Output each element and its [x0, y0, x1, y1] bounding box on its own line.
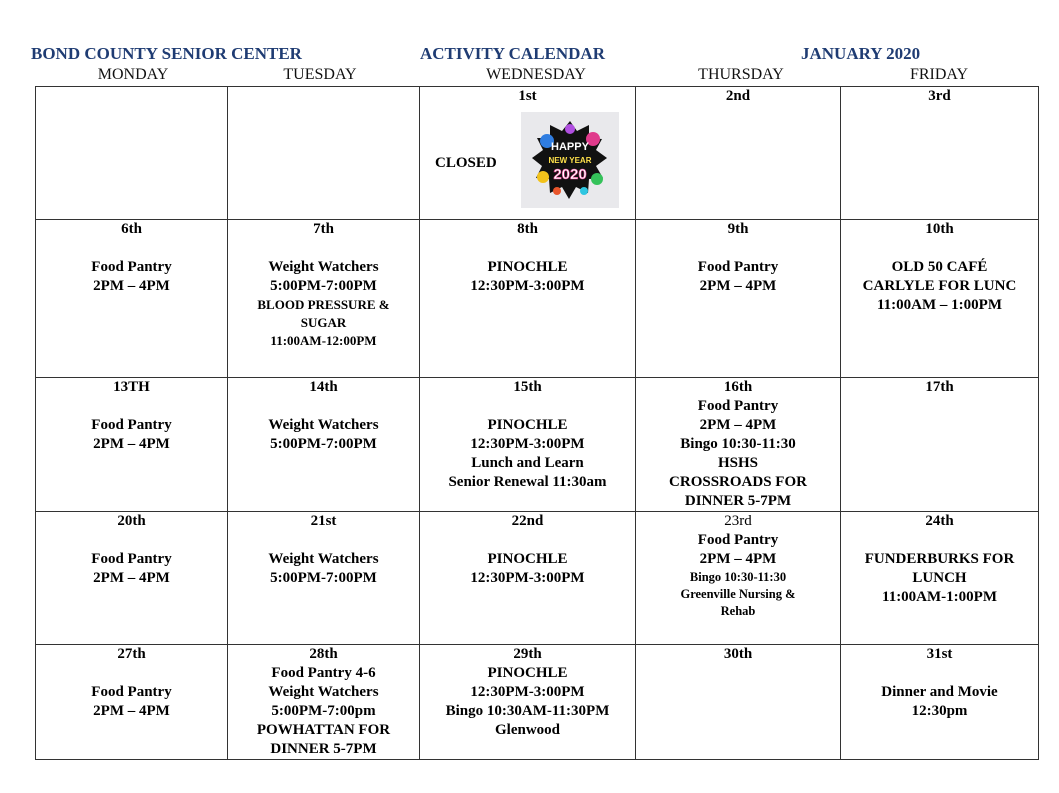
event-line: PINOCHLE [487, 259, 568, 275]
event-line: Greenville Nursing & [680, 587, 796, 601]
day-number: 2nd [725, 88, 751, 104]
day-number: 9th [727, 221, 749, 237]
event-line: POWHATTAN FOR [256, 722, 391, 738]
day-cell-jan-10 [841, 220, 1039, 378]
event-line: 5:00PM-7:00PM [270, 278, 377, 294]
event-line: CARLYLE FOR LUNC [862, 278, 1017, 294]
day-cell-jan-3 [841, 87, 1039, 220]
event-line: 12:30PM-3:00PM [470, 278, 585, 294]
day-cell-jan-1 [420, 87, 636, 220]
event-line: 2PM – 4PM [699, 551, 777, 567]
event-line: Food Pantry [697, 398, 779, 414]
closed-label: CLOSED [435, 155, 497, 171]
day-cell-jan-24 [841, 512, 1039, 645]
event-line: FUNDERBURKS FOR [864, 551, 1015, 567]
day-number: 15th [513, 379, 542, 395]
day-cell-jan-30 [636, 645, 841, 760]
week-row-5 [36, 645, 1039, 760]
event-line: DINNER 5-7PM [684, 493, 792, 509]
event-line: 2PM – 4PM [93, 570, 170, 586]
event-line: 12:30PM-3:00PM [470, 684, 585, 700]
event-line: Food Pantry [91, 551, 172, 567]
event-line: Dinner and Movie [881, 684, 998, 700]
sticker-text-year: 2020 [553, 166, 587, 183]
day-number: 31st [926, 646, 953, 662]
day-cell-jan-29 [420, 645, 636, 760]
weekday-tuesday: TUESDAY [283, 66, 357, 83]
day-cell-jan-21 [228, 512, 420, 645]
event-line: Food Pantry [697, 532, 779, 548]
day-number: 13TH [113, 379, 150, 395]
day-cell-jan-14 [228, 378, 420, 512]
week-row-1 [36, 87, 1039, 220]
event-line: Food Pantry [91, 417, 172, 433]
event-line: Bingo 10:30-11:30 [680, 436, 796, 452]
day-number: 20th [117, 513, 146, 529]
event-line: 5:00PM-7:00pm [271, 703, 376, 719]
day-cell-jan-31 [841, 645, 1039, 760]
event-line: 5:00PM-7:00PM [270, 436, 377, 452]
event-line: PINOCHLE [487, 665, 568, 681]
weekday-monday: MONDAY [97, 66, 169, 83]
day-number: 6th [121, 221, 142, 237]
event-line: LUNCH [912, 570, 967, 586]
day-number: 27th [117, 646, 146, 662]
calendar-title: ACTIVITY CALENDAR [420, 44, 605, 63]
day-number: 10th [925, 221, 954, 237]
day-cell-jan-17 [841, 378, 1039, 512]
event-line: 2PM – 4PM [93, 436, 170, 452]
day-number: 29th [513, 646, 542, 662]
event-line: 11:00AM-12:00PM [270, 333, 377, 348]
event-line: 12:30PM-3:00PM [470, 436, 585, 452]
day-cell-jan-22 [420, 512, 636, 645]
event-line: Weight Watchers [268, 684, 379, 700]
event-line: 11:00AM – 1:00PM [877, 297, 1002, 313]
center-name: BOND COUNTY SENIOR CENTER [31, 44, 302, 63]
event-line: Food Pantry [91, 684, 172, 700]
event-line: 12:30pm [911, 703, 968, 719]
week-row-3 [36, 378, 1039, 512]
event-line: Weight Watchers [268, 417, 379, 433]
weekday-friday: FRIDAY [909, 66, 969, 83]
calendar-grid [35, 86, 1039, 760]
event-line: Food Pantry 4-6 [271, 665, 376, 681]
event-line: SUGAR [300, 315, 347, 330]
day-number: 3rd [928, 88, 951, 104]
event-line: 12:30PM-3:00PM [470, 570, 585, 586]
day-cell-empty [228, 87, 420, 220]
day-cell-empty [36, 87, 228, 220]
day-cell-jan-13 [36, 378, 228, 512]
event-line: Senior Renewal 11:30am [448, 474, 607, 490]
day-cell-jan-20 [36, 512, 228, 645]
event-line: BLOOD PRESSURE & [257, 297, 390, 312]
day-cell-jan-6 [36, 220, 228, 378]
event-line: Bingo 10:30-11:30 [689, 570, 787, 584]
event-line: 2PM – 4PM [699, 417, 777, 433]
event-line: Weight Watchers [268, 259, 379, 275]
event-line: HSHS [717, 455, 759, 471]
event-line: 2PM – 4PM [699, 278, 777, 294]
sticker-text-happy: HAPPY [551, 141, 589, 153]
day-cell-jan-2 [636, 87, 841, 220]
week-row-2 [36, 220, 1039, 378]
day-number: 21st [310, 513, 337, 529]
event-line: Bingo 10:30AM-11:30PM [445, 703, 610, 719]
event-line: Rehab [720, 604, 756, 618]
week-row-4 [36, 512, 1039, 645]
event-line: Food Pantry [91, 259, 172, 275]
day-cell-jan-9 [636, 220, 841, 378]
day-number: 8th [517, 221, 538, 237]
calendar-month: JANUARY 2020 [801, 44, 921, 63]
day-cell-jan-28 [228, 645, 420, 760]
event-line: 2PM – 4PM [93, 703, 170, 719]
day-cell-jan-23 [636, 512, 841, 645]
day-cell-jan-8 [420, 220, 636, 378]
day-number: 24th [925, 513, 954, 529]
event-line: PINOCHLE [487, 551, 568, 567]
day-number: 16th [723, 379, 753, 395]
day-number: 14th [309, 379, 338, 395]
event-line: CROSSROADS FOR [669, 474, 807, 490]
sticker-text-new-year: NEW YEAR [548, 156, 592, 165]
happy-new-year-image [521, 112, 619, 208]
day-number: 1st [518, 88, 537, 104]
day-cell-jan-15 [420, 378, 636, 512]
weekday-wednesday: WEDNESDAY [486, 66, 586, 83]
day-number: 30th [723, 646, 753, 662]
weekday-thursday: THURSDAY [698, 66, 784, 83]
event-line: Weight Watchers [268, 551, 379, 567]
event-line: Food Pantry [697, 259, 779, 275]
event-line: 2PM – 4PM [93, 278, 170, 294]
day-number: 17th [925, 379, 954, 395]
event-line: Glenwood [494, 722, 560, 738]
day-number: 28th [309, 646, 338, 662]
day-cell-jan-7 [228, 220, 420, 378]
event-line: Lunch and Learn [471, 455, 584, 471]
fireworks-icon [527, 117, 613, 203]
day-cell-jan-16 [636, 378, 841, 512]
day-number: 23rd [724, 513, 752, 529]
day-number: 7th [313, 221, 334, 237]
event-line: PINOCHLE [487, 417, 568, 433]
event-line: 11:00AM-1:00PM [882, 589, 997, 605]
event-line: 5:00PM-7:00PM [270, 570, 377, 586]
event-line: OLD 50 CAFÉ [891, 259, 988, 275]
day-number: 22nd [511, 513, 544, 529]
event-line: DINNER 5-7PM [270, 741, 377, 757]
day-cell-jan-27 [36, 645, 228, 760]
